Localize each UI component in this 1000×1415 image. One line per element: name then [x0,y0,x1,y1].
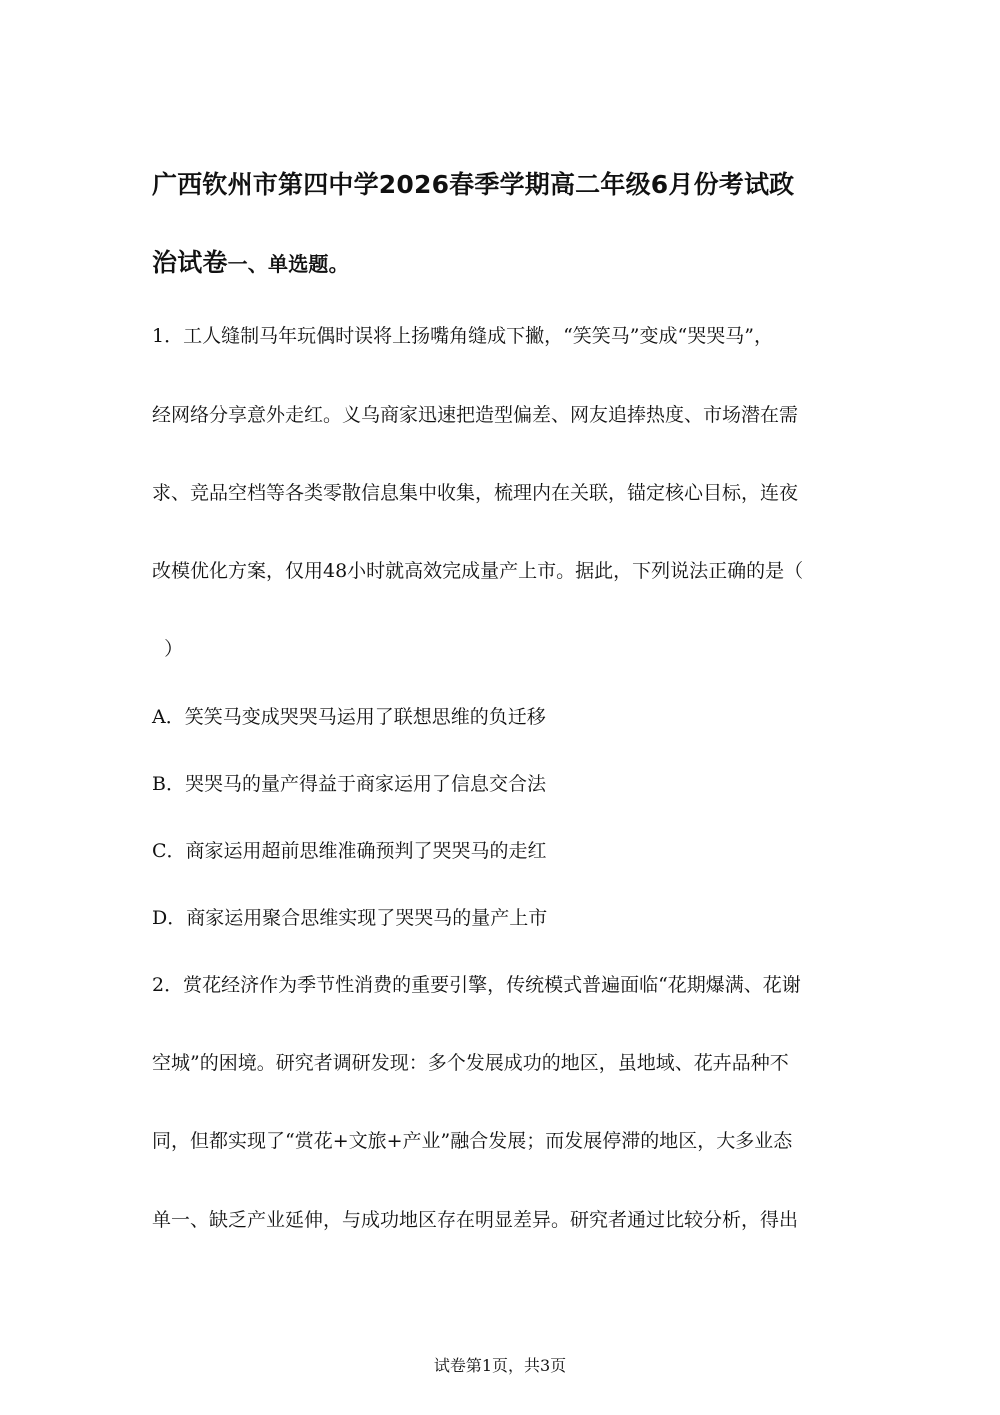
question-1-line-3: 求、竞品空档等各类零散信息集中收集，梳理内在关联，锚定核心目标，连夜 [152,482,799,504]
document-title-line-2 [152,248,852,279]
page-footer: 试卷第1页，共3页 [433,1356,567,1375]
question-2-line-2: 空城”的困境。研究者调研发现：多个发展成功的地区，虽地域、花卉品种不 [152,1052,789,1074]
question-1-option-a: A．笑笑马变成哭哭马运用了联想思维的负迁移 [152,706,546,728]
question-1-option-d: D．商家运用聚合思维实现了哭哭马的量产上市 [152,907,548,929]
question-2-line-1: 2．赏花经济作为季节性消费的重要引擎，传统模式普遍面临“花期爆满、花谢 [152,974,801,996]
document-title-line-1: 广西钦州市第四中学2026春季学期高二年级6月份考试政 [152,170,795,199]
question-1-line-4: 改模优化方案，仅用48小时就高效完成量产上市。据此，下列说法正确的是（ [152,560,804,582]
question-2-line-3: 同，但都实现了“赏花+文旅+产业”融合发展；而发展停滞的地区，大多业态 [152,1130,793,1152]
section-heading: 一、单选题。 [227,252,349,276]
document-title-continuation: 治试卷 [152,248,228,277]
question-1-option-b: B．哭哭马的量产得益于商家运用了信息交合法 [152,773,546,795]
question-1-line-2: 经网络分享意外走红。义乌商家迅速把造型偏差、网友追捧热度、市场潜在需 [152,404,799,426]
question-1-option-c: C．商家运用超前思维准确预判了哭哭马的走红 [152,840,547,862]
question-1-line-5: ） [152,638,184,660]
question-1-line-1: 1．工人缝制马年玩偶时误将上扬嘴角缝成下撇，“笑笑马”变成“哭哭马”， [152,325,773,347]
question-2-line-4: 单一、缺乏产业延伸，与成功地区存在明显差异。研究者通过比较分析，得出 [152,1209,799,1231]
